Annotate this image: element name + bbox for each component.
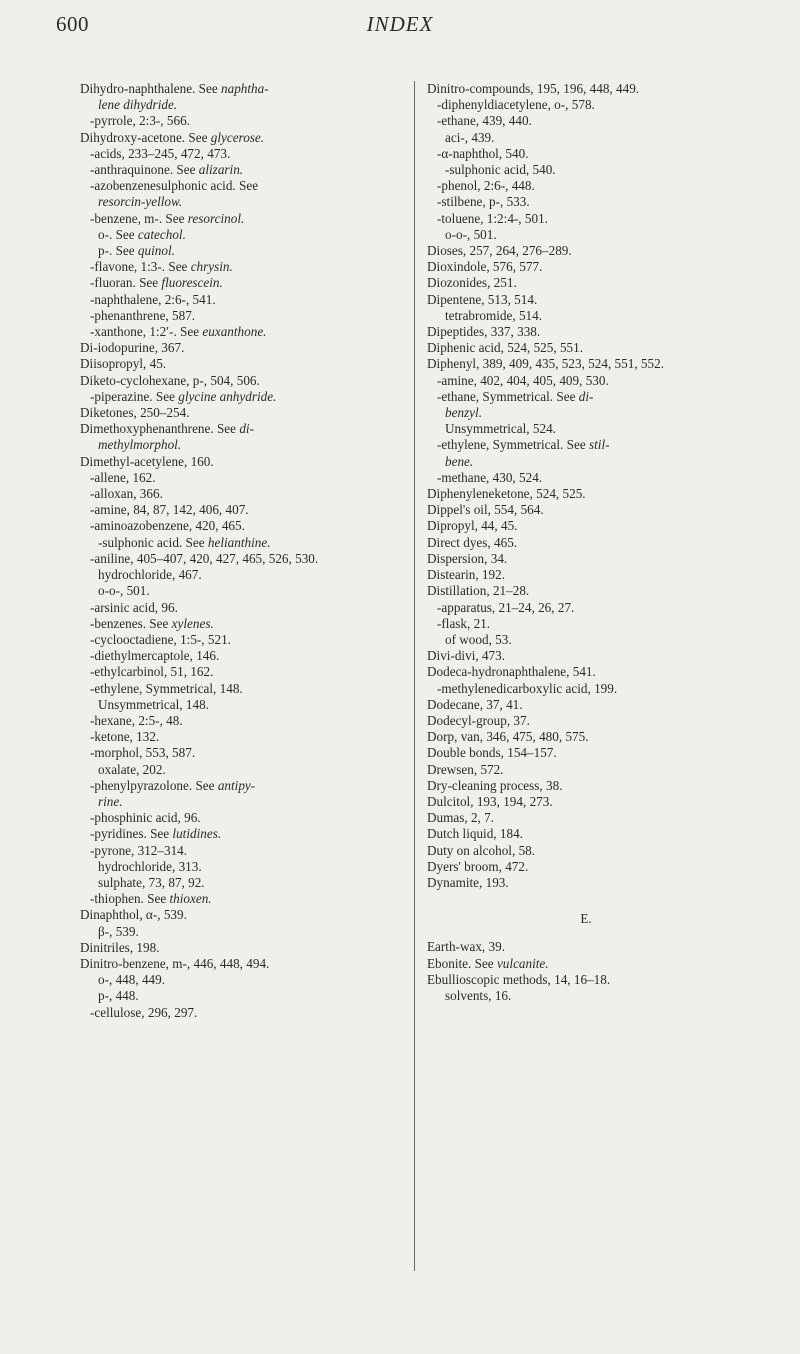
index-entry: -benzene, m-. See resorcinol. (90, 210, 245, 226)
index-entry: β-, 539. (98, 923, 139, 939)
index-entry: Dinaphthol, α-, 539. (80, 907, 187, 923)
index-entry-continuation: resorcin-yellow. (98, 194, 183, 210)
index-entry: Dodecyl-group, 37. (427, 712, 530, 728)
index-entry: -methane, 430, 524. (437, 469, 543, 485)
index-entry: -piperazine. See glycine anhydride. (90, 388, 277, 404)
index-entry: Dyers' broom, 472. (427, 858, 529, 874)
index-entry: p-. See quinol. (98, 243, 175, 259)
index-entry: -thiophen. See thioxen. (90, 891, 212, 907)
index-entry: -stilbene, p-, 533. (437, 194, 530, 210)
index-entry: Dulcitol, 193, 194, 273. (427, 793, 553, 809)
index-entry: Earth-wax, 39. (427, 939, 505, 955)
index-entry: Dioses, 257, 264, 276–289. (427, 243, 572, 259)
index-entry: Direct dyes, 465. (427, 534, 518, 550)
index-entry-continuation: benzyl. (445, 405, 482, 421)
index-entry-continuation: bene. (445, 453, 474, 469)
index-entry: Dihydroxy-acetone. See glycerose. (80, 129, 265, 145)
index-entry: Diketones, 250–254. (80, 405, 190, 421)
index-entry: Drewsen, 572. (427, 761, 504, 777)
index-entry: solvents, 16. (445, 987, 512, 1003)
index-entry: -pyrrole, 2:3-, 566. (90, 113, 190, 129)
index-entry: -amine, 84, 87, 142, 406, 407. (90, 502, 249, 518)
index-entry: Distillation, 21–28. (427, 583, 530, 599)
index-entry: Unsymmetrical, 524. (445, 421, 556, 437)
page-number: 600 (56, 12, 89, 36)
index-entry: Dioxindole, 576, 577. (427, 259, 543, 275)
index-entry: -alloxan, 366. (90, 486, 163, 502)
index-entry: sulphate, 73, 87, 92. (98, 874, 205, 890)
index-entry: -morphol, 553, 587. (90, 745, 196, 761)
index-entry: o-o-, 501. (445, 226, 497, 242)
index-entry: -diphenyldiacetylene, o-, 578. (437, 97, 595, 113)
page-title: INDEX (366, 12, 434, 36)
index-entry: oxalate, 202. (98, 761, 166, 777)
index-entry: -benzenes. See xylenes. (90, 615, 214, 631)
index-entry: Diisopropyl, 45. (80, 356, 167, 372)
index-entry: o-. See catechol. (98, 226, 186, 242)
index-entry: -anthraquinone. See alizarin. (90, 162, 244, 178)
index-entry: -ketone, 132. (90, 729, 160, 745)
index-entry: -apparatus, 21–24, 26, 27. (437, 599, 575, 615)
index-entry: -phenylpyrazolone. See antipy- (90, 777, 256, 793)
index-entry: Diphenic acid, 524, 525, 551. (427, 340, 584, 356)
index-entry: Dinitro-compounds, 195, 196, 448, 449. (427, 81, 640, 96)
index-entry: Dodecane, 37, 41. (427, 696, 523, 712)
index-entry: -xanthone, 1:2′-. See euxanthone. (90, 324, 267, 340)
index-entry: -methylenedicarboxylic acid, 199. (437, 680, 618, 696)
index-entry: p-, 448. (98, 988, 139, 1004)
index-entry-continuation: methylmorphol. (98, 437, 182, 453)
index-entry: Dipropyl, 44, 45. (427, 518, 518, 534)
index-entry: -cyclooctadiene, 1:5-, 521. (90, 631, 231, 647)
index-entry: -arsinic acid, 96. (90, 599, 178, 615)
index-entry: -phenol, 2:6-, 448. (437, 178, 535, 194)
index-entry: -hexane, 2:5-, 48. (90, 712, 183, 728)
index-entry: -acids, 233–245, 472, 473. (90, 145, 231, 161)
index-entry: -sulphonic acid, 540. (445, 162, 556, 178)
column-divider (414, 81, 415, 1271)
index-entry: hydrochloride, 467. (98, 567, 202, 583)
index-entry: Dimethyl-acetylene, 160. (80, 453, 214, 469)
index-entry: Di-iodopurine, 367. (80, 340, 185, 356)
index-entry: Dorp, van, 346, 475, 480, 575. (427, 729, 589, 745)
index-entry: tetrabromide, 514. (445, 307, 543, 323)
page-header (0, 8, 800, 44)
index-entry: Distearin, 192. (427, 567, 506, 583)
index-entry: -pyrone, 312–314. (90, 842, 188, 858)
index-entry: Dynamite, 193. (427, 874, 509, 890)
index-entry: o-, 448, 449. (98, 972, 166, 988)
index-entry: Dutch liquid, 184. (427, 826, 523, 842)
index-entry: Diketo-cyclohexane, p-, 504, 506. (80, 372, 260, 388)
index-entry: Dispersion, 34. (427, 550, 508, 566)
index-entry: -aminoazobenzene, 420, 465. (90, 518, 245, 534)
index-entry: -phosphinic acid, 96. (90, 810, 201, 826)
index-entry-continuation: lene dihydride. (98, 97, 178, 113)
index-entry: Dry-cleaning process, 38. (427, 777, 563, 793)
index-entry: Dipentene, 513, 514. (427, 291, 538, 307)
index-entry: -ethylene, Symmetrical. See stil- (437, 437, 610, 453)
index-entry: -toluene, 1:2:4-, 501. (437, 210, 548, 226)
index-entry: -fluoran. See fluorescein. (90, 275, 223, 291)
index-entry: -amine, 402, 404, 405, 409, 530. (437, 372, 609, 388)
index-entry: hydrochloride, 313. (98, 858, 202, 874)
index-entry: Diphenyleneketone, 524, 525. (427, 486, 586, 502)
index-entry: -aniline, 405–407, 420, 427, 465, 526, 530. (90, 550, 319, 566)
index-entry: aci-, 439. (445, 129, 495, 145)
index-entry: -azobenzenesulphonic acid. See (90, 178, 259, 194)
index-entry: Ebonite. See vulcanite. (427, 955, 549, 971)
index-entry: -flavone, 1:3-. See chrysin. (90, 259, 233, 275)
index-entry: -α-naphthol, 540. (437, 145, 529, 161)
index-entry: -ethane, 439, 440. (437, 113, 532, 129)
index-entry: -diethylmercaptole, 146. (90, 648, 220, 664)
index-entry: Diphenyl, 389, 409, 435, 523, 524, 551, 552. (427, 356, 665, 372)
index-entry: -sulphonic acid. See helianthine. (98, 534, 271, 550)
index-entry: Dimethoxyphenanthrene. See di- (80, 421, 254, 437)
index-entry: -ethylene, Symmetrical, 148. (90, 680, 243, 696)
index-entry: -ethane, Symmetrical. See di- (437, 388, 594, 404)
index-entry: -cellulose, 296, 297. (90, 1004, 198, 1020)
index-entry: -naphthalene, 2:6-, 541. (90, 291, 216, 307)
right-column (427, 81, 745, 1004)
index-entry: Dumas, 2, 7. (427, 810, 495, 826)
index-entry: Dinitro-benzene, m-, 446, 448, 494. (80, 955, 270, 971)
index-entry: -flask, 21. (437, 615, 491, 631)
index-entry: -phenanthrene, 587. (90, 307, 196, 323)
index-entry: Dipeptides, 337, 338. (427, 324, 541, 340)
index-entry: Dodeca-hydronaphthalene, 541. (427, 664, 596, 680)
index-entry: -allene, 162. (90, 469, 156, 485)
index-entry: Dinitriles, 198. (80, 939, 160, 955)
index-entry: Dihydro-naphthalene. See naphtha- (80, 81, 269, 96)
index-entry: Double bonds, 154–157. (427, 745, 557, 761)
index-entry: -pyridines. See lutidines. (90, 826, 222, 842)
index-entry: of wood, 53. (445, 631, 512, 647)
index-entry: Diozonides, 251. (427, 275, 517, 291)
index-entry: Duty on alcohol, 58. (427, 842, 536, 858)
index-entry: o-o-, 501. (98, 583, 150, 599)
index-entry: Ebullioscopic methods, 14, 16–18. (427, 971, 611, 987)
left-column (80, 81, 406, 1021)
index-entry: -ethylcarbinol, 51, 162. (90, 664, 214, 680)
index-entry: Divi-divi, 473. (427, 648, 506, 664)
index-entry: Dippel's oil, 554, 564. (427, 502, 544, 518)
index-entry-continuation: rine. (98, 793, 123, 809)
section-letter-e: E. (580, 911, 592, 927)
index-entry: Unsymmetrical, 148. (98, 696, 209, 712)
